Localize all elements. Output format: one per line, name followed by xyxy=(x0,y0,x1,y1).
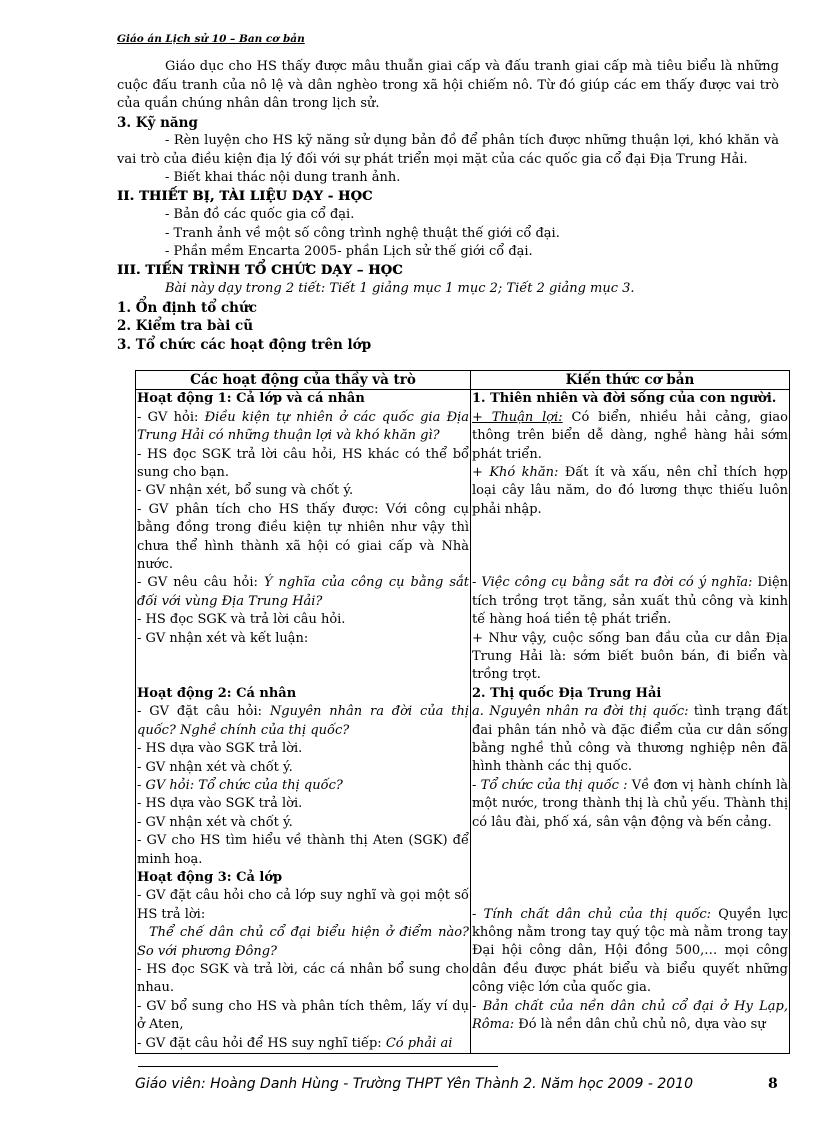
col-header-activities: Các hoạt động của thầy và trò xyxy=(136,371,471,390)
democracy-nature: - Tính chất dân chủ của thị quốc: Quyền lực không nằm trong tay quý tộc mà nằm trong tay Đại hội công dân, Hội đồng 500,… mọi công dân đều được phát biểu và biểu quyết những công việc lớn của quốc gia. xyxy=(472,906,788,996)
step-1: 1. Ổn định tổ chức xyxy=(117,299,257,316)
skill-item-1: - Rèn luyện cho HS kỹ năng sử dụng bản đồ để phân tích được những thuận lợi, khó khăn và vai trò của điều kiện địa lý đối với sự phát triển mọi mặt của các quốc gia cổ đại Địa Trung Hải. xyxy=(117,133,779,167)
activity-1-line-2: - HS đọc SGK trả lời câu hỏi, HS khác có thể bổ sung cho bạn. xyxy=(137,446,469,481)
education-paragraph: Giáo dục cho HS thấy được mâu thuẫn giai cấp và đấu tranh giai cấp mà tiêu biểu là những cuộc đấu tranh của nô lệ và dân nghèo trong xã hội chiếm nô. Từ đó giúp các em thấy được vai trò của quần chúng nhân dân trong lịch sử. xyxy=(117,59,779,111)
activity-1-question: - GV hỏi: Điều kiện tự nhiên ở các quốc gia Địa Trung Hải có những thuận lợi và khó khăn gì? xyxy=(137,409,469,444)
section-1-conclusion: + Như vậy, cuộc sống ban đầu của cư dân Địa Trung Hải là: sớm biết buôn bán, đi biển và trồng trọt. xyxy=(472,630,788,683)
activity-1-title: Hoạt động 1: Cả lớp và cá nhân xyxy=(137,391,365,407)
page-number: 8 xyxy=(768,1076,778,1092)
activity-2-title: Hoạt động 2: Cá nhân xyxy=(137,685,297,701)
activity-2-line-4: - GV hỏi: Tổ chức của thị quốc? xyxy=(137,777,343,793)
city-state-origin: a. Nguyên nhân ra đời thị quốc: tình trạng đất đai phân tán nhỏ và đặc điểm của cư dân sống bằng nghề thủ công và thương nghiệp nên đã hình thành các thị quốc. xyxy=(472,704,789,775)
intro-section xyxy=(117,58,779,354)
activity-1-line-3: - GV nhận xét, bổ sung và chốt ý. xyxy=(137,483,354,499)
activity-2-line-2: - HS dựa vào SGK trả lời. xyxy=(137,741,303,757)
equipment-item-1: - Bản đồ các quốc gia cổ đại. xyxy=(165,207,355,222)
activity-2-line-7: - GV cho HS tìm hiểu về thành thị Aten (SGK) để minh hoạ. xyxy=(137,833,469,867)
section-2-heading: II. THIẾT BỊ, TÀI LIỆU DẠY - HỌC xyxy=(117,188,373,204)
footer-divider xyxy=(138,1066,498,1067)
activity-3-line-2: Thể chế dân chủ cổ đại biểu hiện ở điểm nào? So với phương Đông? xyxy=(137,925,469,959)
section-3-heading: III. TIẾN TRÌNH TỔ CHỨC DẠY – HỌC xyxy=(117,262,403,278)
activity-3-line-4: - GV bổ sung cho HS và phân tích thêm, lấy ví dụ ở Aten, xyxy=(137,998,469,1033)
activities-table xyxy=(135,370,790,1054)
activity-1-line-7: - GV nhận xét và kết luận: xyxy=(137,630,309,646)
knowledge-cell xyxy=(471,390,790,1054)
activity-3-line-3: - HS đọc SGK và trả lời, các cá nhân bổ sung cho nhau. xyxy=(137,961,469,996)
activity-2-line-1: - GV đặt câu hỏi: Nguyên nhân ra đời của thị quốc? Nghề chính của thị quốc? xyxy=(137,704,469,738)
activity-3-title: Hoạt động 3: Cả lớp xyxy=(137,869,283,885)
skills-heading: 3. Kỹ năng xyxy=(117,114,198,131)
activities-cell xyxy=(136,390,471,1054)
activity-1-line-6: - HS đọc SGK và trả lời câu hỏi. xyxy=(137,612,346,628)
activity-2-line-5: - HS dựa vào SGK trả lời. xyxy=(137,796,303,812)
table-row xyxy=(136,390,790,1054)
section-2-title: 2. Thị quốc Địa Trung Hải xyxy=(472,685,662,701)
disadvantages: + Khó khăn: Đất ít và xấu, nên chỉ thích hợp loại cây lâu năm, do đó lương thực thiếu luôn phải nhập. xyxy=(472,465,788,517)
activity-3-line-5: - GV đặt câu hỏi để HS suy nghĩ tiếp: Có phải ai xyxy=(137,1035,453,1051)
page-header: Giáo án Lịch sử 10 – Ban cơ bản xyxy=(117,33,305,45)
table-header-row xyxy=(136,371,790,390)
equipment-item-3: - Phần mềm Encarta 2005- phần Lịch sử thế giới cổ đại. xyxy=(165,244,533,259)
step-3: 3. Tổ chức các hoạt động trên lớp xyxy=(117,336,372,353)
activity-2-line-3: - GV nhận xét và chốt ý. xyxy=(137,759,293,775)
section-1-title: 1. Thiên nhiên và đời sống của con người. xyxy=(472,391,777,407)
skill-item-2: - Biết khai thác nội dung tranh ảnh. xyxy=(165,170,401,185)
democracy-essence: - Bản chất của nền dân chủ cổ đại ở Hy Lạp, Rôma: Đó là nền dân chủ chủ nô, dựa vào sự xyxy=(472,998,788,1033)
advantages: + Thuận lợi: Có biển, nhiều hải cảng, giao thông trên biển dễ dàng, nghề hàng hải sớm phát triển. xyxy=(472,409,788,462)
step-2: 2. Kiểm tra bài cũ xyxy=(117,318,254,334)
activity-2-line-6: - GV nhận xét và chốt ý. xyxy=(137,814,293,830)
activity-1-line-4: - GV phân tích cho HS thấy được: Với công cụ bằng đồng trong điều kiện tự nhiên như vậy thì chưa thể hình thành xã hội có giai cấp và Nhà nước. xyxy=(137,501,469,573)
iron-tools-meaning: - Việc công cụ bằng sắt ra đời có ý nghĩa: Diện tích trồng trọt tăng, sản xuất thủ công và kinh tế hàng hoá tiền tệ phát triển. xyxy=(472,575,789,628)
page-footer: Giáo viên: Hoàng Danh Hùng - Trường THPT Yên Thành 2. Năm học 2009 - 2010 xyxy=(135,1076,693,1092)
city-state-organization: - Tổ chức của thị quốc : Về đơn vị hành chính là một nước, trong thành thị là chủ yếu. Thành thị có lâu đài, phố xá, sân vận động và bến cảng. xyxy=(472,777,788,830)
activity-3-line-1: - GV đặt câu hỏi cho cả lớp suy nghĩ và gọi một số HS trả lời: xyxy=(137,888,469,922)
col-header-knowledge: Kiến thức cơ bản xyxy=(471,371,790,390)
activity-1-line-5: - GV nêu câu hỏi: Ý nghĩa của công cụ bằng sắt đối với vùng Địa Trung Hải? xyxy=(137,575,469,609)
schedule-note: Bài này dạy trong 2 tiết: Tiết 1 giảng mục 1 mục 2; Tiết 2 giảng mục 3. xyxy=(165,281,635,296)
equipment-item-2: - Tranh ảnh về một số công trình nghệ thuật thế giới cổ đại. xyxy=(165,225,560,241)
